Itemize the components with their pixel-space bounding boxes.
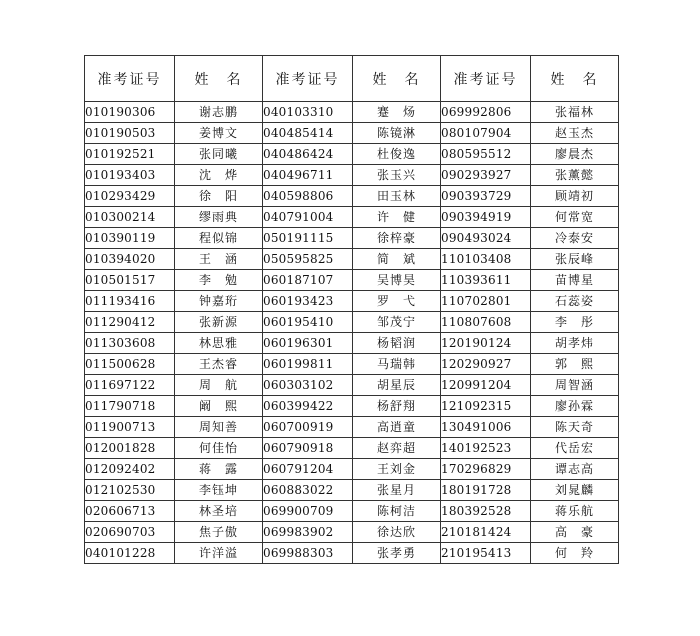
name-cell: 蹇 炀 xyxy=(353,102,441,123)
exam-id-cell: 060790918 xyxy=(263,438,353,459)
table-row xyxy=(85,354,619,375)
exam-id-cell: 060700919 xyxy=(263,417,353,438)
name-cell: 陈柯洁 xyxy=(353,501,441,522)
name-cell: 张孝勇 xyxy=(353,543,441,564)
exam-id-cell: 090394919 xyxy=(441,207,531,228)
header-name: 姓 名 xyxy=(531,56,619,102)
table-row xyxy=(85,144,619,165)
exam-id-cell: 011697122 xyxy=(85,375,175,396)
name-cell: 张同曦 xyxy=(175,144,263,165)
exam-id-cell: 010190306 xyxy=(85,102,175,123)
exam-id-cell: 060196301 xyxy=(263,333,353,354)
name-cell: 张新源 xyxy=(175,312,263,333)
exam-id-cell: 011790718 xyxy=(85,396,175,417)
name-cell: 张星月 xyxy=(353,480,441,501)
name-cell: 蒋乐航 xyxy=(531,501,619,522)
exam-id-cell: 011193416 xyxy=(85,291,175,312)
name-cell: 赵弈超 xyxy=(353,438,441,459)
exam-id-cell: 040486424 xyxy=(263,144,353,165)
name-cell: 李钰坤 xyxy=(175,480,263,501)
exam-id-cell: 040101228 xyxy=(85,543,175,564)
exam-id-cell: 210195413 xyxy=(441,543,531,564)
exam-id-cell: 012001828 xyxy=(85,438,175,459)
name-cell: 焦子傲 xyxy=(175,522,263,543)
table-row xyxy=(85,396,619,417)
exam-id-cell: 010190503 xyxy=(85,123,175,144)
name-cell: 吴博昊 xyxy=(353,270,441,291)
exam-id-cell: 060399422 xyxy=(263,396,353,417)
table-row xyxy=(85,312,619,333)
exam-id-cell: 140192523 xyxy=(441,438,531,459)
name-cell: 陈天奇 xyxy=(531,417,619,438)
table-row xyxy=(85,186,619,207)
table-row xyxy=(85,375,619,396)
table-row xyxy=(85,459,619,480)
exam-id-cell: 011290412 xyxy=(85,312,175,333)
roster-body xyxy=(85,102,619,564)
exam-id-cell: 110807608 xyxy=(441,312,531,333)
table-row xyxy=(85,123,619,144)
exam-id-cell: 110393611 xyxy=(441,270,531,291)
exam-id-cell: 050595825 xyxy=(263,249,353,270)
name-cell: 徐梓豪 xyxy=(353,228,441,249)
exam-id-cell: 090293927 xyxy=(441,165,531,186)
name-cell: 张薰懿 xyxy=(531,165,619,186)
table-row xyxy=(85,480,619,501)
name-cell: 张辰峰 xyxy=(531,249,619,270)
name-cell: 李 彤 xyxy=(531,312,619,333)
exam-id-cell: 020606713 xyxy=(85,501,175,522)
name-cell: 陈镜淋 xyxy=(353,123,441,144)
exam-id-cell: 090493024 xyxy=(441,228,531,249)
exam-id-cell: 012102530 xyxy=(85,480,175,501)
name-cell: 代岳宏 xyxy=(531,438,619,459)
header-exam-id: 准考证号 xyxy=(441,56,531,102)
exam-id-cell: 040485414 xyxy=(263,123,353,144)
exam-id-cell: 210181424 xyxy=(441,522,531,543)
name-cell: 谭志高 xyxy=(531,459,619,480)
exam-id-cell: 180191728 xyxy=(441,480,531,501)
name-cell: 王杰睿 xyxy=(175,354,263,375)
exam-id-cell: 069900709 xyxy=(263,501,353,522)
exam-id-cell: 010192521 xyxy=(85,144,175,165)
name-cell: 赵玉杰 xyxy=(531,123,619,144)
exam-id-cell: 060791204 xyxy=(263,459,353,480)
name-cell: 阚 熙 xyxy=(175,396,263,417)
exam-id-cell: 110702801 xyxy=(441,291,531,312)
table-row xyxy=(85,438,619,459)
exam-id-cell: 060199811 xyxy=(263,354,353,375)
exam-id-cell: 170296829 xyxy=(441,459,531,480)
name-cell: 胡星辰 xyxy=(353,375,441,396)
name-cell: 罗 弋 xyxy=(353,291,441,312)
exam-id-cell: 040598806 xyxy=(263,186,353,207)
table-row xyxy=(85,522,619,543)
name-cell: 廖晨杰 xyxy=(531,144,619,165)
name-cell: 林思雅 xyxy=(175,333,263,354)
exam-id-cell: 011303608 xyxy=(85,333,175,354)
header-exam-id: 准考证号 xyxy=(263,56,353,102)
header-row xyxy=(85,56,619,102)
name-cell: 杨舒翔 xyxy=(353,396,441,417)
exam-id-cell: 090393729 xyxy=(441,186,531,207)
name-cell: 苗博星 xyxy=(531,270,619,291)
name-cell: 许 健 xyxy=(353,207,441,228)
name-cell: 田玉林 xyxy=(353,186,441,207)
exam-id-cell: 060187107 xyxy=(263,270,353,291)
exam-id-cell: 011900713 xyxy=(85,417,175,438)
name-cell: 冷泰安 xyxy=(531,228,619,249)
name-cell: 王 涵 xyxy=(175,249,263,270)
name-cell: 姜博文 xyxy=(175,123,263,144)
name-cell: 石蕊姿 xyxy=(531,291,619,312)
exam-id-cell: 020690703 xyxy=(85,522,175,543)
table-row xyxy=(85,102,619,123)
exam-id-cell: 130491006 xyxy=(441,417,531,438)
exam-id-cell: 069988303 xyxy=(263,543,353,564)
name-cell: 王刘金 xyxy=(353,459,441,480)
name-cell: 谢志鹏 xyxy=(175,102,263,123)
name-cell: 高逍童 xyxy=(353,417,441,438)
exam-id-cell: 060195410 xyxy=(263,312,353,333)
name-cell: 周 航 xyxy=(175,375,263,396)
name-cell: 程似锦 xyxy=(175,228,263,249)
exam-id-cell: 050191115 xyxy=(263,228,353,249)
name-cell: 何佳怡 xyxy=(175,438,263,459)
name-cell: 杜俊逸 xyxy=(353,144,441,165)
table-row xyxy=(85,543,619,564)
name-cell: 郭 熙 xyxy=(531,354,619,375)
exam-id-cell: 040791004 xyxy=(263,207,353,228)
exam-id-cell: 060883022 xyxy=(263,480,353,501)
exam-id-cell: 010394020 xyxy=(85,249,175,270)
exam-id-cell: 012092402 xyxy=(85,459,175,480)
header-name: 姓 名 xyxy=(353,56,441,102)
table-row xyxy=(85,417,619,438)
name-cell: 徐 阳 xyxy=(175,186,263,207)
exam-id-cell: 120290927 xyxy=(441,354,531,375)
exam-id-cell: 010300214 xyxy=(85,207,175,228)
name-cell: 沈 烨 xyxy=(175,165,263,186)
name-cell: 胡孝炜 xyxy=(531,333,619,354)
name-cell: 周智涵 xyxy=(531,375,619,396)
name-cell: 钟嘉珩 xyxy=(175,291,263,312)
name-cell: 廖孙霖 xyxy=(531,396,619,417)
table-row xyxy=(85,249,619,270)
name-cell: 马瑞韩 xyxy=(353,354,441,375)
exam-id-cell: 010390119 xyxy=(85,228,175,249)
name-cell: 蒋 露 xyxy=(175,459,263,480)
name-cell: 林圣培 xyxy=(175,501,263,522)
table-row xyxy=(85,333,619,354)
table-row xyxy=(85,207,619,228)
exam-id-cell: 040103310 xyxy=(263,102,353,123)
name-cell: 许洋溢 xyxy=(175,543,263,564)
exam-id-cell: 060193423 xyxy=(263,291,353,312)
exam-roster-table xyxy=(84,55,619,564)
exam-id-cell: 180392528 xyxy=(441,501,531,522)
exam-id-cell: 060303102 xyxy=(263,375,353,396)
exam-id-cell: 080595512 xyxy=(441,144,531,165)
name-cell: 邹茂宁 xyxy=(353,312,441,333)
name-cell: 李 勉 xyxy=(175,270,263,291)
name-cell: 简 斌 xyxy=(353,249,441,270)
table-row xyxy=(85,165,619,186)
exam-id-cell: 010193403 xyxy=(85,165,175,186)
name-cell: 缪雨典 xyxy=(175,207,263,228)
exam-id-cell: 069983902 xyxy=(263,522,353,543)
header-exam-id: 准考证号 xyxy=(85,56,175,102)
table-row xyxy=(85,228,619,249)
name-cell: 杨韬润 xyxy=(353,333,441,354)
name-cell: 何常宽 xyxy=(531,207,619,228)
name-cell: 张玉兴 xyxy=(353,165,441,186)
exam-id-cell: 011500628 xyxy=(85,354,175,375)
name-cell: 高 豪 xyxy=(531,522,619,543)
exam-id-cell: 010293429 xyxy=(85,186,175,207)
exam-id-cell: 010501517 xyxy=(85,270,175,291)
name-cell: 周知善 xyxy=(175,417,263,438)
name-cell: 刘晁麟 xyxy=(531,480,619,501)
name-cell: 徐达欣 xyxy=(353,522,441,543)
name-cell: 顾靖初 xyxy=(531,186,619,207)
table-row xyxy=(85,501,619,522)
header-name: 姓 名 xyxy=(175,56,263,102)
exam-id-cell: 120190124 xyxy=(441,333,531,354)
exam-id-cell: 069992806 xyxy=(441,102,531,123)
exam-id-cell: 040496711 xyxy=(263,165,353,186)
exam-id-cell: 080107904 xyxy=(441,123,531,144)
name-cell: 何 羚 xyxy=(531,543,619,564)
exam-id-cell: 121092315 xyxy=(441,396,531,417)
table-row xyxy=(85,270,619,291)
exam-id-cell: 120991204 xyxy=(441,375,531,396)
name-cell: 张福林 xyxy=(531,102,619,123)
table-row xyxy=(85,291,619,312)
exam-id-cell: 110103408 xyxy=(441,249,531,270)
